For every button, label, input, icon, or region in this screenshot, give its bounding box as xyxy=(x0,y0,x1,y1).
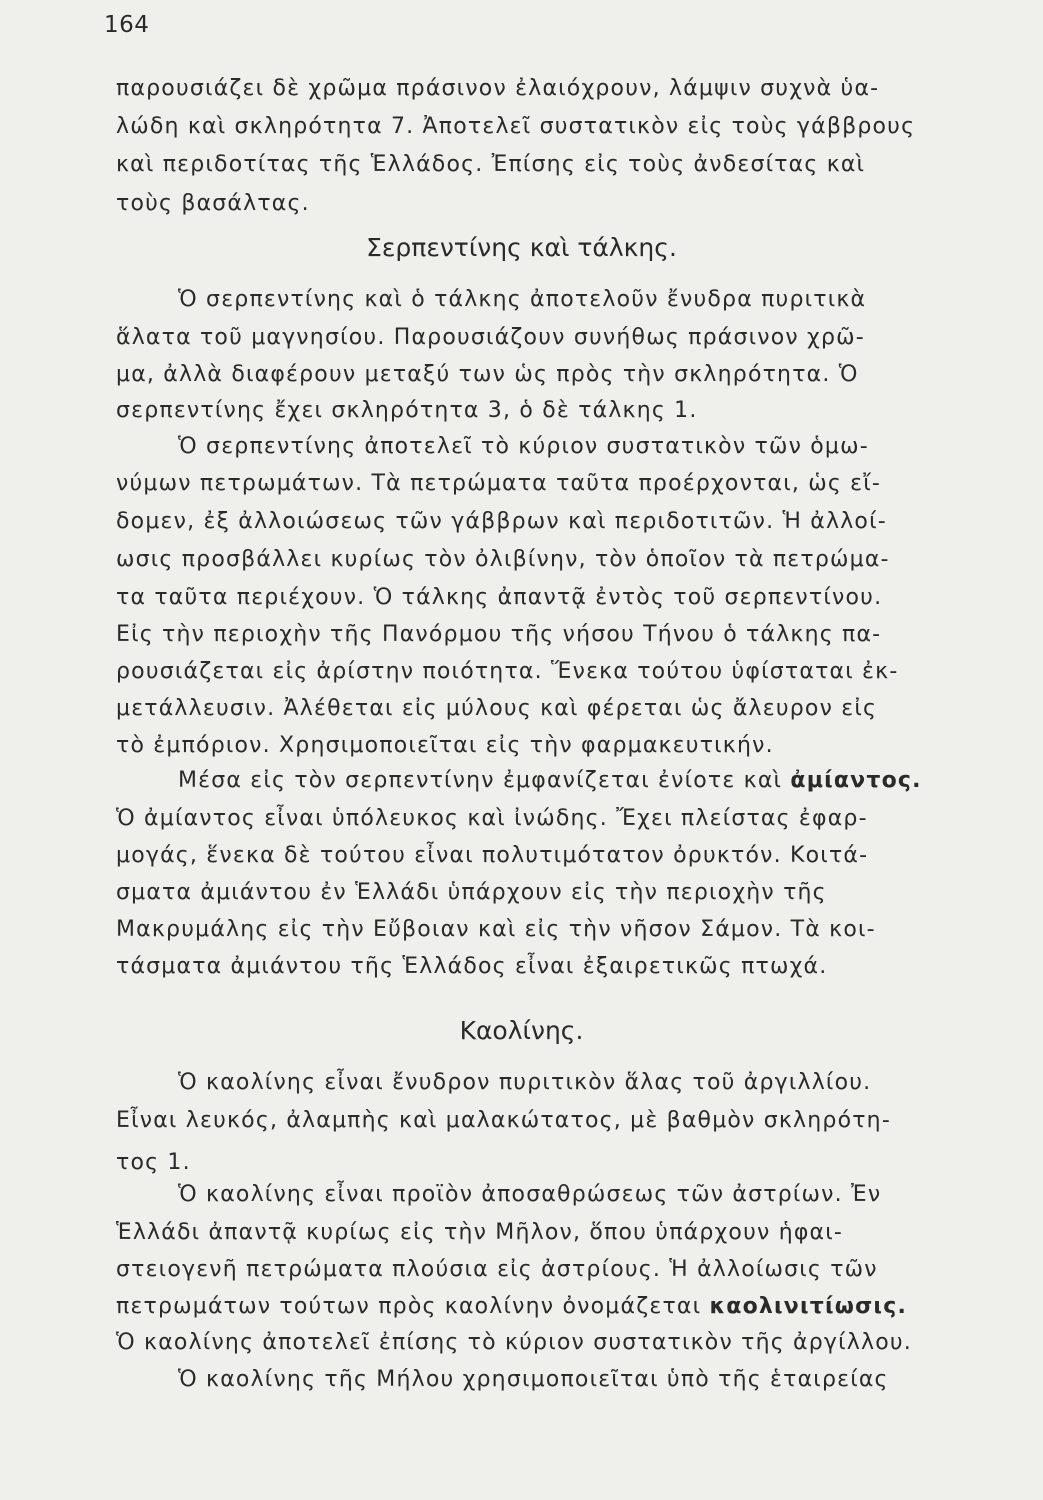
text-line xyxy=(178,770,922,792)
section-heading-serpentine: Σερπεντίνης καὶ τάλκης. xyxy=(366,233,677,262)
text-line: στειογενῆ πετρώματα πλούσια εἰς ἀστρίους. Ἡ ἀλλοίωσις τῶν xyxy=(116,1257,878,1282)
text-line: τάσματα ἀμιάντου τῆς Ἑλλάδος εἶναι ἐξαιρετικῶς πτωχά. xyxy=(116,954,828,979)
page-number: 164 xyxy=(104,12,150,38)
text-line: Ὁ καολίνης εἶναι προϊὸν ἀποσαθρώσεως τῶν ἀστρίων. Ἐν xyxy=(178,1182,882,1207)
text-line: τὸ ἐμπόριον. Χρησιμοποιεῖται εἰς τὴν φαρμακευτικήν. xyxy=(116,733,774,758)
text-line: Ὁ καολίνης εἶναι ἔνυδρον πυριτικὸν ἅλας τοῦ ἀργιλλίου. xyxy=(178,1070,872,1095)
text-line: μετάλλευσιν. Ἀλέθεται εἰς μύλους καὶ φέρεται ὡς ἄλευρον εἰς xyxy=(116,696,878,721)
term-kaolinization: καολινιτίωσις. xyxy=(709,1294,908,1319)
text-line: ωσις προσβάλλει κυρίως τὸν ὀλιβίνην, τὸν ὁποῖον τὰ πετρώμα- xyxy=(116,547,890,572)
text-line: τα ταῦτα περιέχουν. Ὁ τάλκης ἀπαντᾷ ἐντὸς τοῦ σερπεντίνου. xyxy=(116,585,883,610)
text-span: Μέσα εἰς τὸν σερπεντίνην ἐμφανίζεται ἐνίοτε καὶ xyxy=(178,768,783,793)
text-line: μογάς, ἕνεκα δὲ τούτου εἶναι πολυτιμότατον ὀρυκτόν. Κοιτά- xyxy=(116,843,869,868)
text-line: καὶ περιδοτίτας τῆς Ἑλλάδος. Ἐπίσης εἰς τοὺς ἀνδεσίτας καὶ xyxy=(116,152,866,177)
text-line: νύμων πετρωμάτων. Τὰ πετρώματα ταῦτα προέρχονται, ὡς εἴ- xyxy=(116,471,882,496)
section-heading-kaolinite: Καολίνης. xyxy=(459,1016,584,1045)
text-span: πετρωμάτων τούτων πρὸς καολίνην ὀνομάζεται xyxy=(116,1294,702,1319)
text-line: δομεν, ἐξ ἀλλοιώσεως τῶν γάββρων καὶ περιδοτιτῶν. Ἡ ἀλλοί- xyxy=(116,509,887,534)
text-line: Ὁ καολίνης τῆς Μήλου χρησιμοποιεῖται ὑπὸ τῆς ἑταιρείας xyxy=(178,1367,889,1392)
text-line: παρουσιάζει δὲ χρῶμα πράσινον ἐλαιόχρουν, λάμψιν συχνὰ ὑα- xyxy=(116,76,880,101)
text-line: Εἶναι λευκός, ἀλαμπὴς καὶ μαλακώτατος, μὲ βαθμὸν σκληρότη- xyxy=(116,1108,891,1133)
text-line: Ὁ σερπεντίνης καὶ ὁ τάλκης ἀποτελοῦν ἔνυδρα πυριτικὰ xyxy=(178,287,867,312)
text-line: τοὺς βασάλτας. xyxy=(116,191,310,216)
text-line xyxy=(116,1296,907,1318)
text-line: μα, ἀλλὰ διαφέρουν μεταξύ των ὡς πρὸς τὴν σκληρότητα. Ὁ xyxy=(116,362,859,387)
text-line: λώδη καὶ σκληρότητα 7. Ἀποτελεῖ συστατικὸν εἰς τοὺς γάββρους xyxy=(116,114,916,139)
text-line: ρουσιάζεται εἰς ἀρίστην ποιότητα. Ἕνεκα τούτου ὑφίσταται ἐκ- xyxy=(116,659,899,684)
text-line: Μακρυμάλης εἰς τὴν Εὔβοιαν καὶ εἰς τὴν νῆσον Σάμον. Τὰ κοι- xyxy=(116,917,876,942)
text-line: Ὁ σερπεντίνης ἀποτελεῖ τὸ κύριον συστατικὸν τῶν ὁμω- xyxy=(178,434,869,459)
text-line: σερπεντίνης ἔχει σκληρότητα 3, ὁ δὲ τάλκης 1. xyxy=(116,398,698,423)
text-line: τος 1. xyxy=(116,1150,191,1175)
text-line: ἅλατα τοῦ μαγνησίου. Παρουσιάζουν συνήθως πράσινον χρῶ- xyxy=(116,325,865,350)
text-line: Ἑλλάδι ἀπαντᾷ κυρίως εἰς τὴν Μῆλον, ὅπου ὑπάρχουν ἡφαι- xyxy=(116,1220,844,1245)
text-line: σματα ἀμιάντου ἐν Ἑλλάδι ὑπάρχουν εἰς τὴν περιοχὴν τῆς xyxy=(116,880,827,905)
text-line: Ὁ καολίνης ἀποτελεῖ ἐπίσης τὸ κύριον συστατικὸν τῆς ἀργίλλου. xyxy=(116,1330,912,1355)
text-line: Εἰς τὴν περιοχὴν τῆς Πανόρμου τῆς νήσου Τήνου ὁ τάλκης πα- xyxy=(116,622,882,647)
text-line: Ὁ ἀμίαντος εἶναι ὑπόλευκος καὶ ἰνώδης. Ἔχει πλείστας ἐφαρ- xyxy=(116,806,868,831)
term-asbestos: ἀμίαντος. xyxy=(790,768,922,793)
